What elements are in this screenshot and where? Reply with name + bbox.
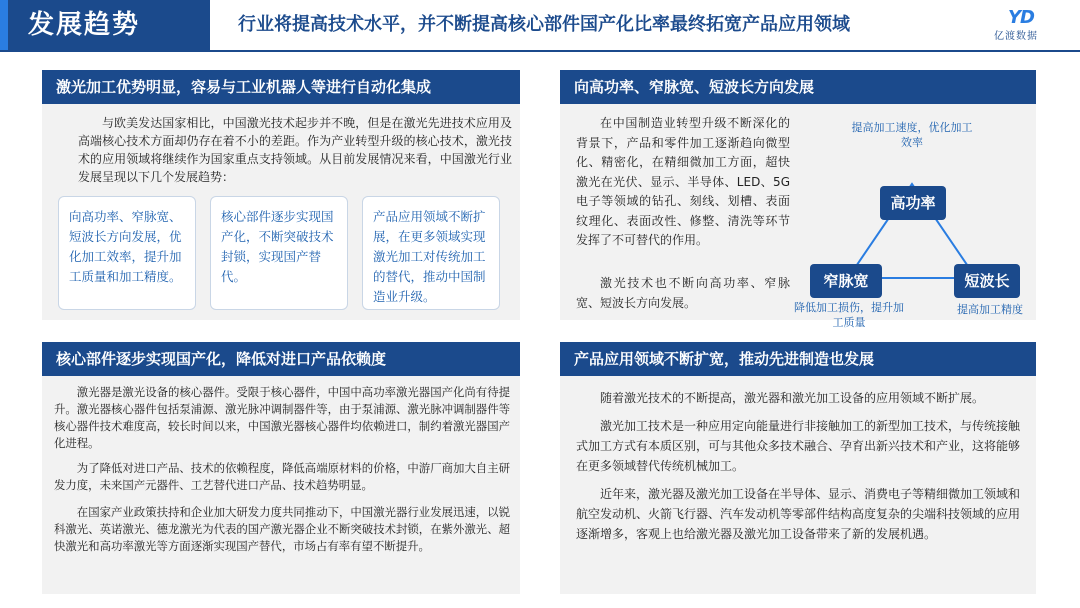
panel-paragraph-3: 近年来，激光器及激光加工设备在半导体、显示、消费电子等精细微加工领域和航空发动机、火箭飞行器、汽车发动机等零部件结构高度复杂的尖端科技领域的应用逐渐增多，客观上也给激光器及激光加工设备带来了新的发展机遇。 xyxy=(576,487,1021,541)
trend-card-text: 产品应用领域不断扩展，在更多领域实现激光加工对传统加工的替代，推动中国制造业升级。 xyxy=(373,209,486,304)
note-right: 提高加工精度 xyxy=(957,303,1023,316)
trend-card-localization xyxy=(210,196,348,310)
panel-paragraph-3: 在国家产业政策扶持和企业加大研发力度共同推动下，中国激光器行业发展迅速，以锐科激光、英诺激光、德龙激光为代表的国产激光器企业不断突破技术封锁，在紫外激光、超快激光和高功率激光等方面逐渐实现国产替代，市场占有率有望不断提升。 xyxy=(54,505,510,553)
node-high-power: 高功率 xyxy=(880,186,946,220)
panel-paragraph-1: 激光器是激光设备的核心器件。受限于核心器件，中国中高功率激光器国产化尚有待提升。激光器核心器件包括泵浦源、激光脉冲调制器件等，由于泵浦源、激光脉冲调制器件等核心器件技术难度高，较长时间以来，中国激光器核心器件均依赖进口，制约着激光器国产化进程。 xyxy=(54,385,510,450)
panel-application-expansion xyxy=(560,342,1036,594)
brand-logo xyxy=(988,8,1068,48)
panel-header xyxy=(560,342,1036,376)
panel-paragraph: 与欧美发达国家相比，中国激光技术起步并不晚，但是在激光先进技术应用及高端核心技术方面却仍存在着不小的差距。作为产业转型升级的核心技术，激光技术的应用领域将继续作为国家重点支持领域。从目前发展情况来看，中国激光行业发展呈现以下几个发展趋势： xyxy=(78,116,512,184)
panel-title: 核心部件逐步实现国产化，降低对进口产品依赖度 xyxy=(56,350,387,368)
panel-paragraph-2: 激光加工技术是一种应用定向能量进行非接触加工的新型加工技术，与传统接触式加工方式有本质区别，可与其他众多技术融合、孕育出新兴技术和产业，这将能够在更多领域替代传统机械加工。 xyxy=(576,419,1021,473)
panel-core-component-localization xyxy=(42,342,520,594)
panel-header xyxy=(42,342,520,376)
panel-title: 产品应用领域不断扩宽，推动先进制造也发展 xyxy=(574,350,875,368)
panel-paragraph-1: 在中国制造业转型升级不断深化的背景下，产品和零件加工逐渐趋向微型化、精密化，在精细微加工方面，超快激光在光伏、显示、半导体、LED、5G电子等领域的钻孔、刻线、划槽、表面纹理化、表面改性、修整、清洗等环节发挥了不可替代的作用。 xyxy=(576,116,790,247)
node-short-wavelength: 短波长 xyxy=(954,264,1020,298)
trend-card-application xyxy=(362,196,500,310)
node-narrow-pulse: 窄脉宽 xyxy=(810,264,882,298)
panel-high-power-trend xyxy=(560,70,1036,329)
panel-title: 激光加工优势明显，容易与工业机器人等进行自动化集成 xyxy=(56,78,432,96)
panel-title: 向高功率、窄脉宽、短波长方向发展 xyxy=(574,78,815,96)
panel-paragraph-1: 随着激光技术的不断提高，激光器和激光加工设备的应用领域不断扩展。 xyxy=(600,391,985,405)
panel-header xyxy=(560,70,1036,104)
trend-card-high-power xyxy=(58,196,196,310)
trend-triangle-diagram xyxy=(792,114,1032,329)
header-divider xyxy=(0,50,1080,52)
logo-mark: YD xyxy=(1008,7,1034,28)
note-left: 降低加工损伤，提升加工质量 xyxy=(794,301,904,329)
header-accent-bar xyxy=(0,0,8,50)
trend-card-text: 向高功率、窄脉宽、短波长方向发展，优化加工效率，提升加工质量和加工精度。 xyxy=(69,209,182,284)
panel-paragraph-2: 激光技术也不断向高功率、窄脉宽、短波长方向发展。 xyxy=(576,276,790,310)
trend-card-text: 核心部件逐步实现国产化，不断突破技术封锁，实现国产替代。 xyxy=(221,209,334,284)
logo-text: 亿渡数据 xyxy=(994,31,1038,42)
panel-header xyxy=(42,70,520,104)
panel-laser-processing-advantage xyxy=(42,70,520,320)
panel-paragraph-2: 为了降低对进口产品、技术的依赖程度，降低高端原材料的价格，中游厂商加大自主研发力度，未来国产元器件、工艺替代进口产品、技术趋势明显。 xyxy=(54,461,510,492)
note-top: 提高加工速度，优化加工效率 xyxy=(851,121,973,149)
page-subtitle: 行业将提高技术水平，并不断提高核心部件国产化比率最终拓宽产品应用领域 xyxy=(238,14,850,35)
page-title: 发展趋势 xyxy=(28,10,141,40)
